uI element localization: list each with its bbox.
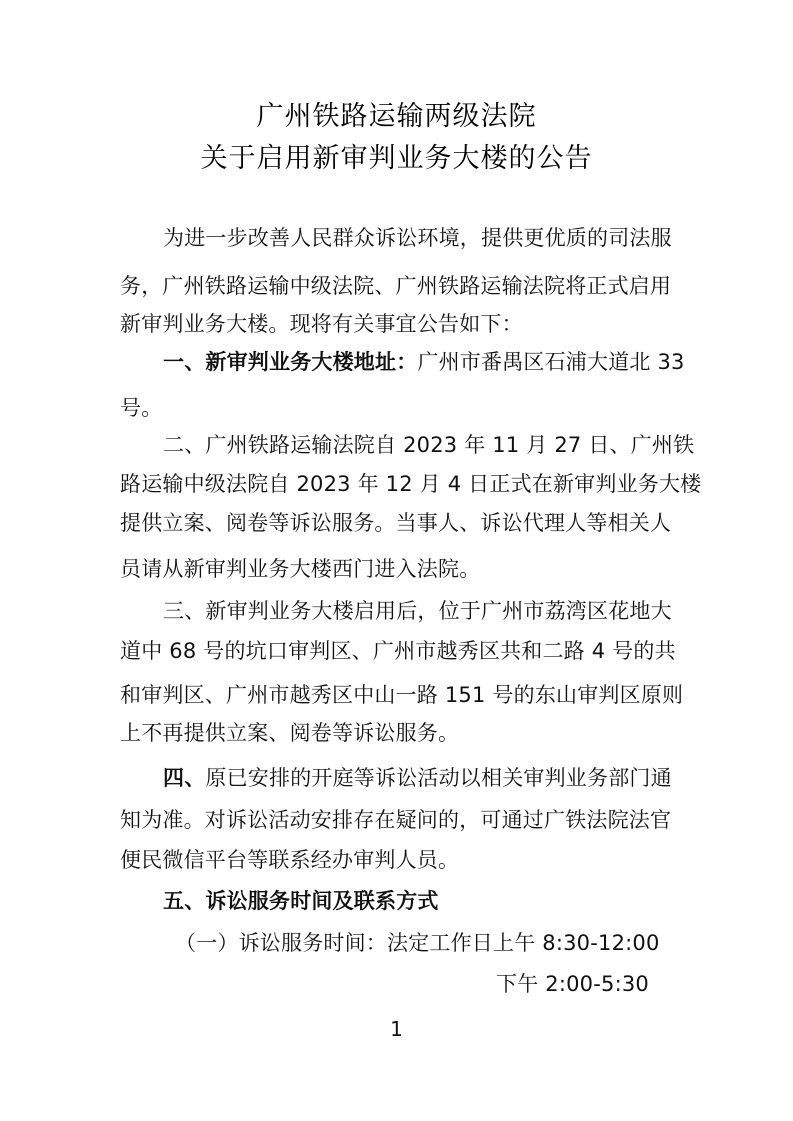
item1-line-1 [163,348,685,376]
item2-line-4: 员请从新审判业务大楼西门进入法院。 [120,557,481,581]
item5-service-hours-am: （一）诉讼服务时间：法定工作日上午 8:30-12:00 [175,931,660,955]
item3-line-4: 上不再提供立案、阅卷等诉讼服务。 [120,721,460,745]
item1-text: 广州市番禺区石浦大道北 33 [417,350,685,374]
item1-line-2: 号。 [120,396,163,420]
item3-line-1: 三、新审判业务大楼启用后，位于广州市荔湾区花地大 [163,599,672,623]
page-number: 1 [390,1017,403,1041]
item2-line-1: 二、广州铁路运输法院自 2023 年 11 月 27 日、广州铁 [163,433,695,457]
item4-line-3: 便民微信平台等联系经办审判人员。 [120,848,460,872]
item4-text: 原已安排的开庭等诉讼活动以相关审判业务部门通 [205,766,672,790]
intro-line-3: 新审判业务大楼。现将有关事宜公告如下： [120,312,523,336]
document-title-line-2: 关于启用新审判业务大楼的公告 [200,143,593,174]
item4-line-2: 知为准。对诉讼活动安排存在疑问的，可通过广铁法院法官 [120,808,672,832]
item4-heading: 四、 [163,766,206,790]
item4-line-1 [163,764,672,792]
item2-line-3: 提供立案、阅卷等诉讼服务。当事人、诉讼代理人等相关人 [120,511,672,535]
item3-line-3: 和审判区、广州市越秀区中山一路 151 号的东山审判区原则 [120,683,684,707]
intro-line-1: 为进一步改善人民群众诉讼环境，提供更优质的司法服 [163,226,672,250]
item5-service-hours-pm: 下午 2:00-5:30 [496,972,649,996]
item1-heading: 一、新审判业务大楼地址： [163,350,418,374]
intro-line-2: 务，广州铁路运输中级法院、广州铁路运输法院将正式启用 [120,274,672,298]
item3-line-2: 道中 68 号的坑口审判区、广州市越秀区共和二路 4 号的共 [120,639,676,663]
item5-heading: 五、诉讼服务时间及联系方式 [163,889,439,913]
document-title-line-1: 广州铁路运输两级法院 [256,101,537,132]
item2-line-2: 路运输中级法院自 2023 年 12 月 4 日正式在新审判业务大楼 [120,472,702,496]
